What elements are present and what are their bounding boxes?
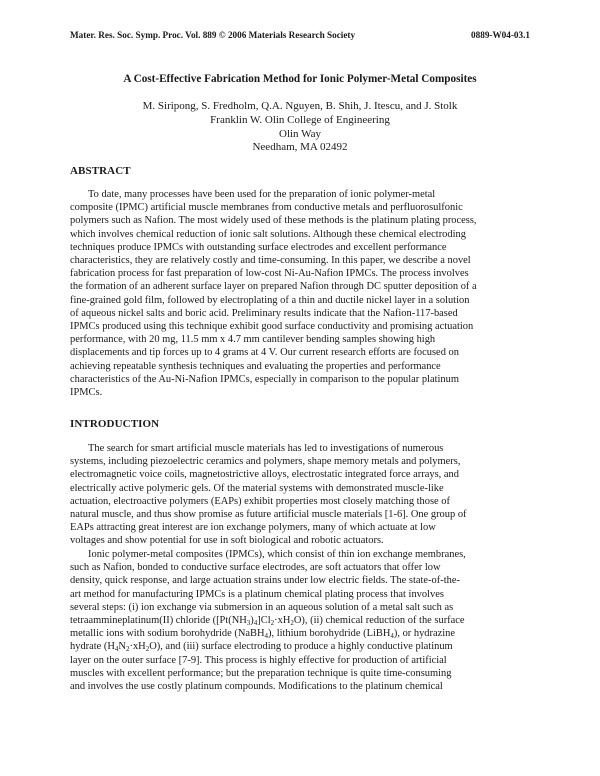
abstract-line: fabrication process for fast preparation of low-cost Ni-Au-Nafion IPMCs. The process involves [70,268,469,280]
abstract-heading: ABSTRACT [70,165,131,177]
affiliation-street: Olin Way [279,127,321,140]
header-citation: Mater. Res. Soc. Symp. Proc. Vol. 889 © 2006 Materials Research Society [70,30,356,40]
intro-line: EAPs attracting great interest are ion exchange polymers, many of which actuate at low [70,522,436,534]
author-list: M. Siripong, S. Fredholm, Q.A. Nguyen, B. Shih, J. Itescu, and J. Stolk [142,100,458,112]
intro-line-formula: hydrate $(H_4N_2\cdot xH_2O)$, and (iii) surface electroding to produce a highly conductive platinum [70,641,453,654]
intro-line: layer on the outer surface [7-9]. This process is highly effective for production of artificial [70,654,447,666]
intro-line: voltages and show potential for use in soft biological and robotic actuators. [70,535,384,547]
intro-line-formula: metallic ions with sodium borohydride (NaBH$_4$), lithium borohydride (LiBH$_4$), or hydrazine [70,628,456,641]
intro-line: electromagnetic voice coils, magnetostrictive alloys, electrostatic integrated force arrays, and [70,469,459,481]
abstract-line: techniques produce IPMCs with outstanding surface electrodes and excellent performance [70,241,447,253]
intro-line: several steps: (i) ion exchange via submersion in an aqueous solution of a metal salt such as [70,601,454,613]
abstract-line: achieving repeatable synthesis techniques and evaluating the properties and performance [70,360,441,372]
intro-line: muscles with excellent performance; but the preparation technique is quite time-consuming [70,667,452,679]
abstract-line: polymers such as Nafion. The most widely used of these methods is the platinum plating process, [70,215,477,227]
intro-line: systems, including piezoelectric ceramics and polymers, shape memory metals and polymers, [70,456,461,468]
author-block [70,100,530,155]
paper-title: A Cost-Effective Fabrication Method for Ionic Polymer-Metal Composites [123,73,477,85]
abstract-line: displacements and tip forces up to 4 grams at 4 V. Our current research efforts are focused on [70,347,459,359]
abstract-line: IPMCs produced using this technique exhibit good surface conductivity and promising actuation [70,321,474,333]
intro-line: natural muscle, and thus show promise as future artificial muscle materials [1-6]. One group of [70,509,467,521]
abstract-line: which involves chemical reduction of ionic salt solutions. Although these chemical electroding [70,228,466,240]
intro-line: and involves the use costly platinum compounds. Modifications to the platinum chemical [70,681,443,693]
abstract-line: characteristics of the Au-Ni-Nafion IPMCs, especially in comparison to the popular platinum [70,373,459,385]
abstract-line: the formation of an adherent surface layer on prepared Nafion through DC sputter deposition of a [70,281,477,293]
introduction-paragraph-2 [70,548,530,693]
abstract-body [70,188,530,399]
intro-line: Ionic polymer-metal composites (IPMCs), which consist of thin ion exchange membranes, [88,549,466,560]
page-header [70,30,530,40]
abstract-line: performance, with 20 mg, 11.5 mm x 4.7 mm cantilever bending samples showing high [70,334,436,346]
intro-line: density, quick response, and large actuation strains under low electric fields. The state-of-the- [70,575,460,587]
intro-line: The search for smart artificial muscle materials has led to investigations of numerous [88,443,444,454]
abstract-line: of aqueous nickel salts and boric acid. Preliminary results indicate that the Nafion-117-based [70,307,458,319]
abstract-line: fine-grained gold film, followed by electroplating of a thin and ductile nickel layer in a solution [70,294,470,306]
abstract-line: To date, many processes have been used for the preparation of ionic polymer-metal [88,189,436,200]
intro-line: art method for manufacturing IPMCs is a platinum chemical plating process that involves [70,588,444,600]
abstract-line: IPMCs. [70,387,103,399]
introduction-heading: INTRODUCTION [70,418,160,430]
affiliation-institution: Franklin W. Olin College of Engineering [210,113,390,126]
abstract-line: composite (IPMC) artificial muscle membranes from conductive metals and perfluorosulfonic [70,202,463,214]
intro-line: actuation, electroactive polymers (EAPs) exhibit properties most closely matching those of [70,495,450,507]
intro-line: such as Nafion, bonded to conductive surface electrodes, are soft actuators that offer low [70,562,441,574]
intro-line: electrically active polymeric gels. Of the material systems with demonstrated muscle-like [70,482,444,494]
introduction-paragraph-1 [70,442,530,548]
header-paper-id: 0889-W04-03.1 [471,30,530,40]
intro-line-formula: tetraammineplatinum(II) chloride $([Pt(NH_3)_4]Cl_2\cdot xH_2O)$, (ii) chemical reduction of the surface [70,615,465,628]
abstract-line: characteristics, they are relatively costly and time-consuming. In this paper, we describe a novel [70,255,471,267]
affiliation-city: Needham, MA 02492 [252,141,348,154]
